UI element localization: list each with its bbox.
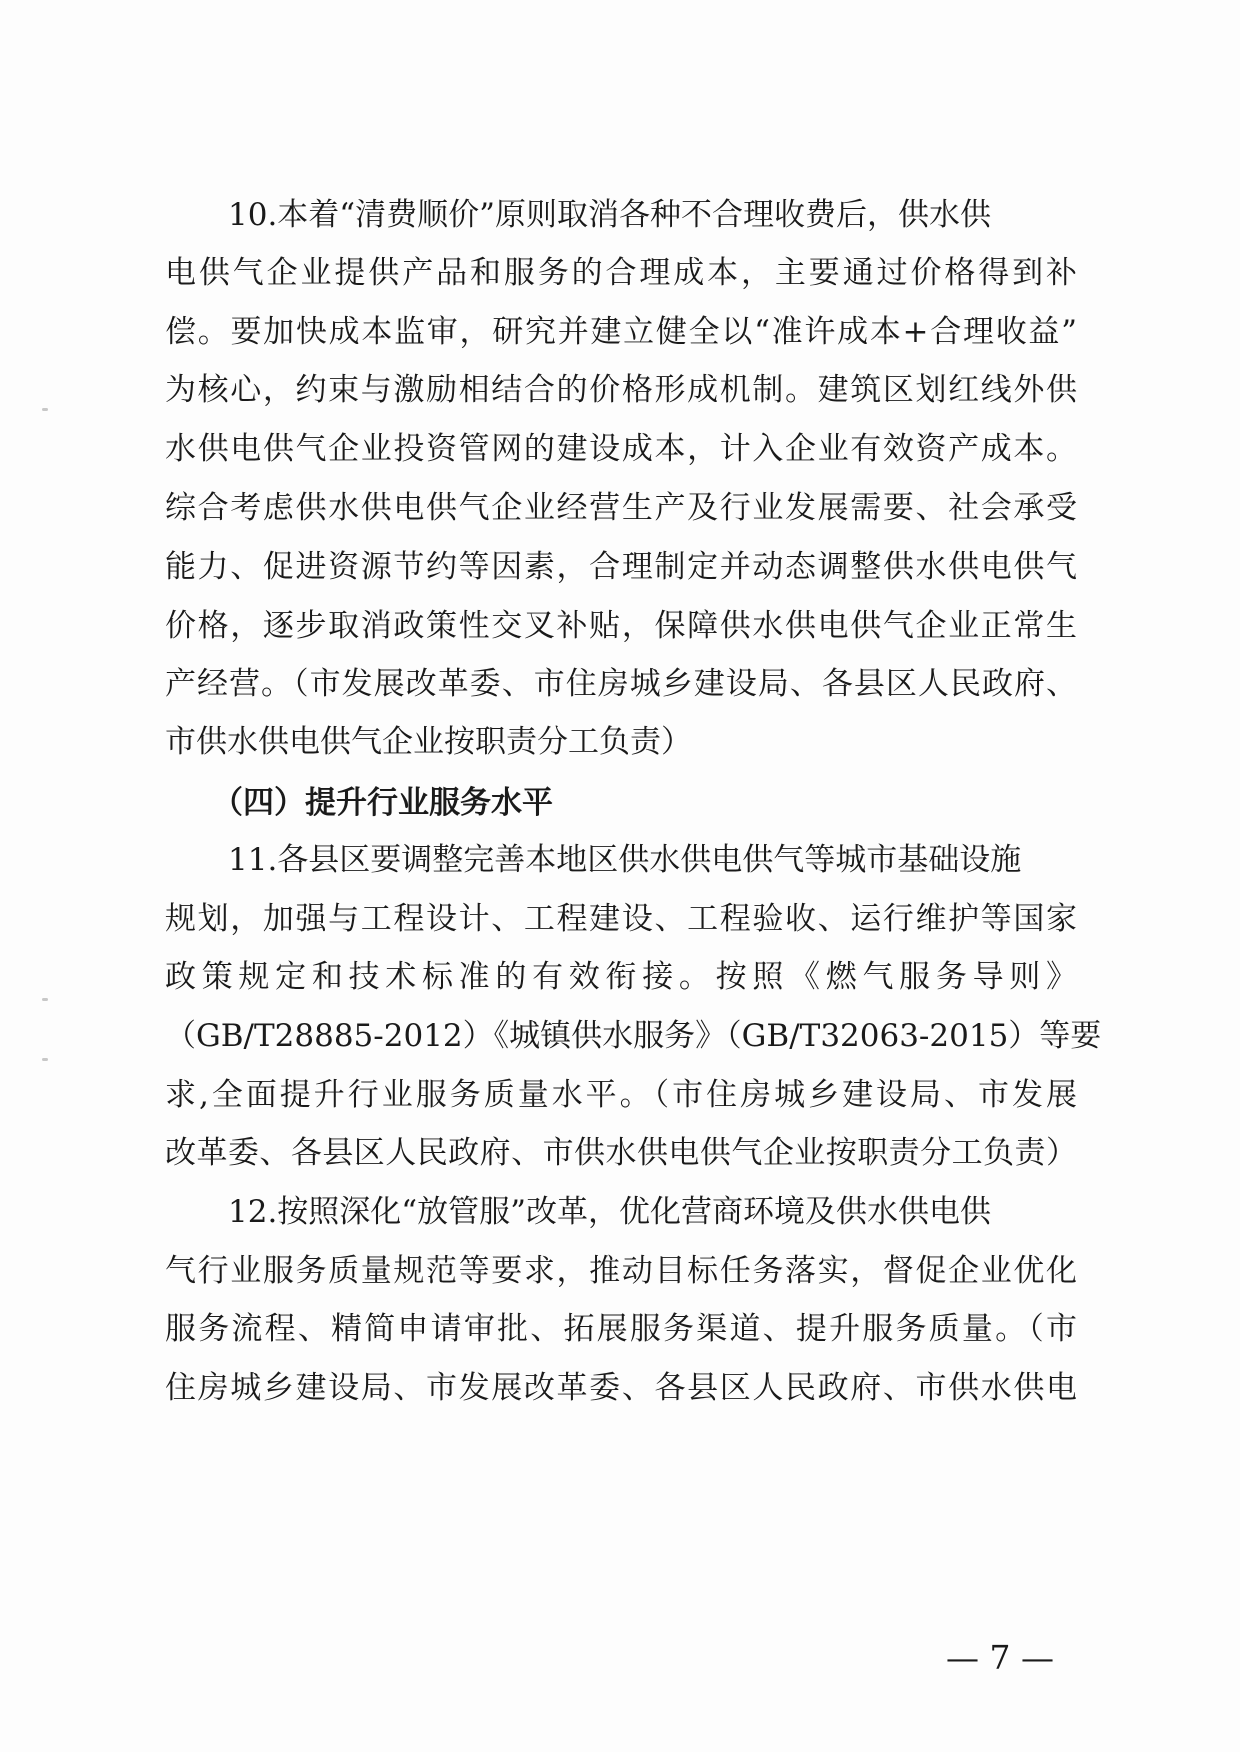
paragraph-10-line-9: 产经营。（市发展改革委、市住房城乡建设局、各县区人民政府、: [165, 666, 1077, 702]
paragraph-10-line-6: 综合考虑供水供电供气企业经营生产及行业发展需要、社会承受: [165, 490, 1077, 526]
paragraph-10-line-10: 市供水供电供气企业按职责分工负责）: [165, 724, 692, 760]
paragraph-11-line-1: 11.各县区要调整完善本地区供水供电供气等城市基础设施: [228, 842, 1022, 878]
paragraph-12-line-2: 气行业服务质量规范等要求，推动目标任务落实，督促企业优化: [165, 1253, 1077, 1289]
scan-mark: [42, 998, 48, 1001]
paragraph-10-line-3: 偿。要加快成本监审，研究并建立健全以“准许成本+合理收益”: [165, 314, 1077, 350]
paragraph-11-line-3: 政策规定和技术标准的有效衔接。按照《燃气服务导则》: [165, 959, 1077, 995]
paragraph-11-line-2: 规划，加强与工程设计、工程建设、工程验收、运行维护等国家: [165, 901, 1077, 937]
scan-mark: [42, 1058, 48, 1061]
paragraph-11-line-4: （GB/T28885-2012）《城镇供水服务》（GB/T32063-2015）等要: [165, 1018, 1102, 1054]
paragraph-12-line-4: 住房城乡建设局、市发展改革委、各县区人民政府、市供水供电: [165, 1370, 1077, 1406]
paragraph-10-line-7: 能力、促进资源节约等因素，合理制定并动态调整供水供电供气: [165, 549, 1077, 585]
scan-mark: [42, 408, 48, 411]
paragraph-12-line-3: 服务流程、精简申请审批、拓展服务渠道、提升服务质量。（市: [165, 1311, 1077, 1347]
paragraph-10-line-4: 为核心，约束与激励相结合的价格形成机制。建筑区划红线外供: [165, 372, 1077, 408]
paragraph-11-line-6: 改革委、各县区人民政府、市供水供电供气企业按职责分工负责）: [165, 1135, 1077, 1171]
paragraph-11-line-5: 求,全面提升行业服务质量水平。（市住房城乡建设局、市发展: [165, 1077, 1077, 1113]
paragraph-10-line-8: 价格，逐步取消政策性交叉补贴，保障供水供电供气企业正常生: [165, 608, 1077, 644]
page-number: — 7 —: [946, 1638, 1054, 1677]
paragraph-10-line-1: 10.本着“清费顺价”原则取消各种不合理收费后，供水供: [228, 197, 991, 233]
paragraph-10-line-2: 电供气企业提供产品和服务的合理成本，主要通过价格得到补: [165, 255, 1077, 291]
paragraph-10-line-5: 水供电供气企业投资管网的建设成本，计入企业有效资产成本。: [165, 431, 1077, 467]
paragraph-12-line-1: 12.按照深化“放管服”改革，优化营商环境及供水供电供: [228, 1194, 991, 1230]
section-heading: （四）提升行业服务水平: [212, 785, 553, 821]
